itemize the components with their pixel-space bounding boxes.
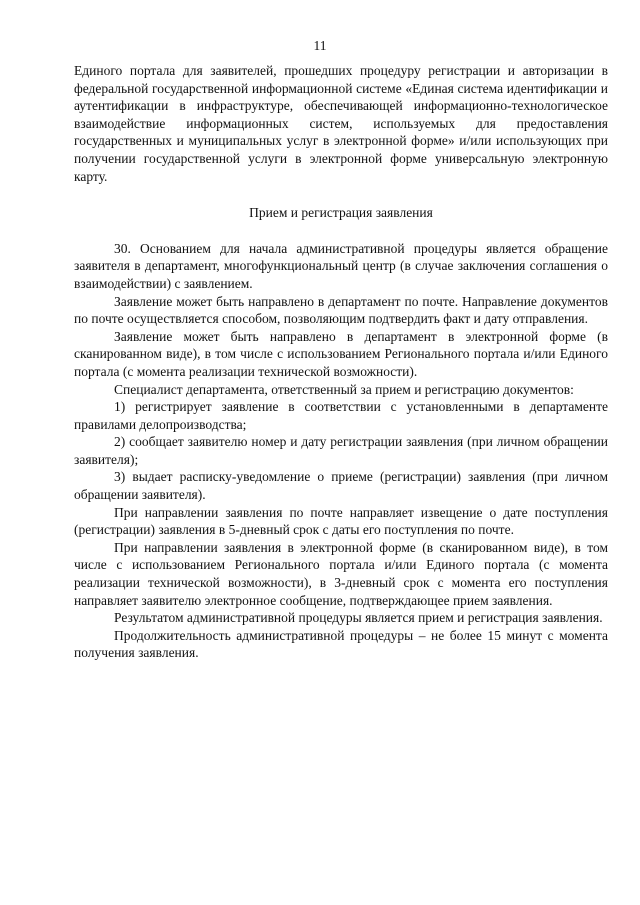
paragraph-electronic-notice: При направлении заявления в электронной форме (в сканированном виде), в том числе с использованием Регионального портала и/или Единого портала (с момента реализации технической возможности), в 3-дневный срок с момента его поступления направляет заявителю электронное сообщение, подтверждающее прием заявления. <box>74 539 608 608</box>
paragraph-mail-submission: Заявление может быть направлено в департамент по почте. Направление документов по почте осуществляется способом, позволяющим подтвердить факт и дату отправления. <box>74 293 608 327</box>
list-item-3: 3) выдает расписку-уведомление о приеме (регистрации) заявления (при личном обращении заявителя). <box>74 469 608 503</box>
document-body <box>74 62 608 662</box>
paragraph-electronic-submission: Заявление может быть направлено в департамент в электронной форме (в сканированном виде), в том числе с использованием Регионального портала и/или Единого портала (с момента реализации технической возможности). <box>74 328 608 379</box>
paragraph-duration: Продолжительность административной процедуры – не более 15 минут с момента получения заявления. <box>74 627 608 661</box>
paragraph-result: Результатом административной процедуры является прием и регистрация заявления. <box>114 610 603 626</box>
page-number: 11 <box>313 38 327 53</box>
list-item-1: 1) регистрирует заявление в соответствии с установленными в департаменте правилами делопроизводства; <box>74 399 608 432</box>
intro-paragraph: Единого портала для заявителей, прошедших процедуру регистрации и авторизации в федеральной государственной информационной системе «Единая система идентификации и аутентификации в инфраструктуре, обеспечивающей информационно-технологическое взаимодействие информационных систем, используемых для предоставления государственных и муниципальных услуг в электронной форме» и/или использующих при получении государственной услуги в электронной форме универсальную электронную карту. <box>74 63 608 184</box>
paragraph-mail-notice: При направлении заявления по почте направляет извещение о дате поступления (регистрации) заявления в 5-дневный срок с даты его поступления по почте. <box>74 504 608 538</box>
paragraph-specialist-duties: Специалист департамента, ответственный за прием и регистрацию документов: <box>114 381 574 397</box>
list-item-2: 2) сообщает заявителю номер и дату регистрации заявления (при личном обращении заявителя); <box>74 434 608 467</box>
section-title: Прием и регистрация заявления <box>249 205 433 221</box>
paragraph-30-basis: 30. Основанием для начала административной процедуры является обращение заявителя в департамент, многофункциональный центр (в случае заключения соглашения о взаимодействии) с заявлением. <box>74 240 608 291</box>
